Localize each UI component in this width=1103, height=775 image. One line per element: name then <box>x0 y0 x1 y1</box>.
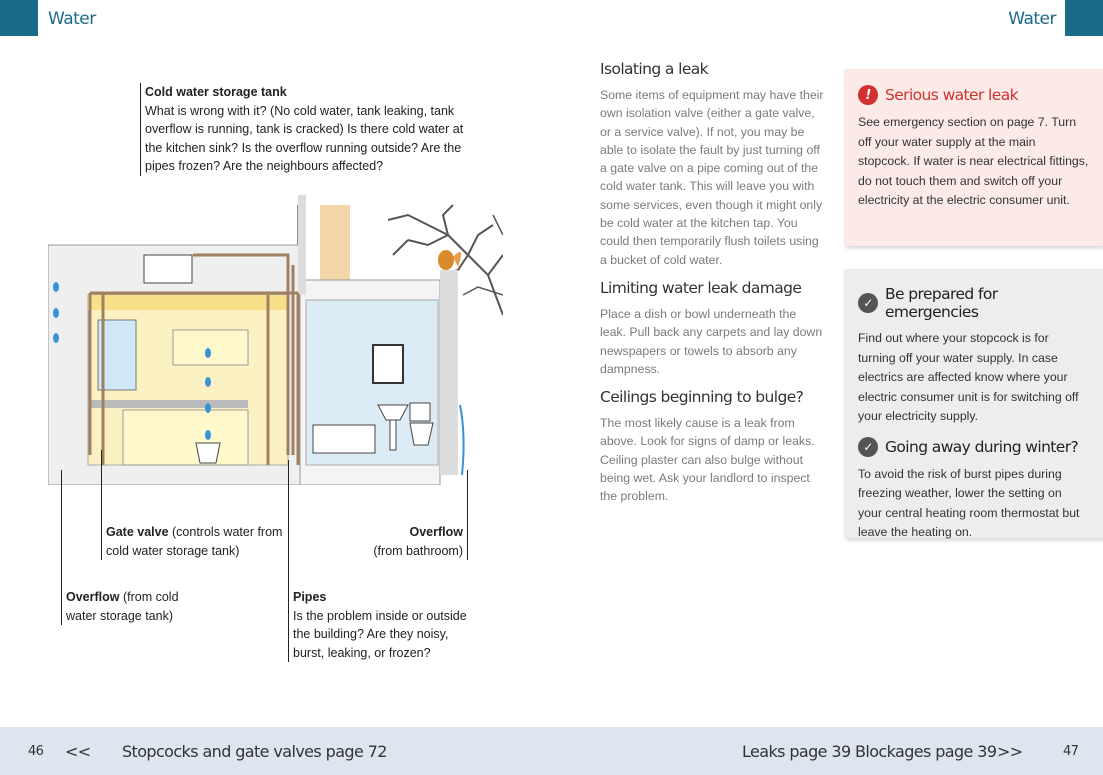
storage-tank-icon <box>144 255 192 283</box>
callout-line-overflow-tank <box>61 470 62 590</box>
page-number-right: 47 <box>1063 744 1079 759</box>
callout-gate-valve <box>101 523 286 560</box>
prepared-text: Find out where your stopcock is for turning off your water supply. In case electrics are affected know where your electric consumer unit is for switching off your electricity supply. <box>858 331 1079 423</box>
blockages-link[interactable]: Blockages page 39 <box>855 742 997 761</box>
callout-overflow-tank-text: (from cold water storage tank) <box>66 590 179 623</box>
exclamation-icon: ! <box>858 85 878 105</box>
prepared-title: Be prepared for emergencies <box>885 285 998 321</box>
house-cross-section-illustration <box>48 195 503 485</box>
page-number-left: 46 <box>28 744 44 759</box>
callout-storage-tank <box>140 83 475 176</box>
serious-leak-box <box>844 69 1103 246</box>
callout-line-pipes <box>288 460 289 590</box>
tips-box <box>844 269 1103 538</box>
callout-gate-valve-title: Gate valve <box>106 525 169 539</box>
callout-pipes <box>288 588 478 662</box>
callout-overflow-tank-title: Overflow <box>66 590 120 604</box>
bathroom-mirror <box>373 345 403 383</box>
serious-leak-text: See emergency section on page 7. Turn off your water supply at the main stopcock. If water is near electrical fittings, do not touch them and switch off your electricity at the electric consumer unit. <box>858 115 1089 207</box>
prev-page-link[interactable]: << <box>65 742 91 761</box>
section-title-right: Water <box>1008 9 1056 29</box>
ceilings-heading: Ceilings beginning to bulge? <box>600 388 804 407</box>
limiting-heading: Limiting water leak damage <box>600 278 802 297</box>
serious-leak-heading <box>858 85 1089 105</box>
limiting-text: Place a dish or bowl underneath the leak. Pull back any carpets and lay down newspapers or towels to absorb any dampness. <box>600 306 823 376</box>
callout-overflow-tank <box>61 588 206 625</box>
callout-storage-tank-title: Cold water storage tank <box>145 85 287 99</box>
next-page-link[interactable]: >> <box>997 742 1023 761</box>
away-title: Going away during winter? <box>885 437 1079 456</box>
header-tab-left <box>0 0 38 36</box>
callout-gate-valve-text: (controls water from cold water storage tank) <box>106 525 283 558</box>
footer-nav <box>0 727 1103 775</box>
bucket-icon <box>196 443 220 463</box>
checkmark-icon: ✓ <box>858 293 878 313</box>
callout-storage-tank-text: What is wrong with it? (No cold water, tank leaking, tank overflow is running, tank is cracked) Is there cold water at the kitchen sink? Is the overflow running outside? Are the pipes frozen? Are the neighbours affected? <box>145 103 464 173</box>
checkmark-icon: ✓ <box>858 437 878 457</box>
header-tab-right <box>1065 0 1103 36</box>
away-text: To avoid the risk of burst pipes during freezing weather, lower the setting on your central heating room thermostat but leave the heating on. <box>858 466 1080 539</box>
leaks-link[interactable]: Leaks page 39 <box>742 742 851 761</box>
callout-overflow-bathroom-text: (from bathroom) <box>373 543 463 558</box>
stopcocks-link[interactable]: Stopcocks and gate valves page 72 <box>122 742 387 761</box>
callout-pipes-text: Is the problem inside or outside the building? Are they noisy, burst, leaking, or frozen? <box>293 608 467 660</box>
callout-overflow-bathroom-title: Overflow <box>409 525 463 539</box>
bathtub-icon <box>313 425 375 453</box>
callout-pipes-title: Pipes <box>293 590 327 604</box>
serious-leak-title: Serious water leak <box>885 86 1018 104</box>
isolating-text: Some items of equipment may have their own isolation valve (either a gate valve, or a service valve). If not, you may be able to isolate the fault by just turning off a gate valve on a pipe coming out of the cold water tank. This will leave you with some services, even though it might only be cold water at the kitchen tap. You could then temporarily flush toilets using a bucket of cold water. <box>600 88 824 267</box>
squirrel-icon <box>438 250 461 270</box>
ceilings-text: The most likely cause is a leak from above. Look for signs of damp or leaks. Ceiling plaster can also bulge without being wet. Ask your landlord to inspect the problem. <box>600 416 815 504</box>
prepared-heading <box>858 285 1089 321</box>
middle-column <box>600 60 825 516</box>
isolating-heading: Isolating a leak <box>600 60 709 78</box>
callout-line-overflow-bathroom <box>467 470 468 525</box>
section-title-left: Water <box>48 9 96 29</box>
callout-line-gate-valve <box>101 450 102 525</box>
callout-overflow-bathroom <box>355 523 468 560</box>
toilet-icon <box>410 403 433 445</box>
away-heading <box>858 437 1089 457</box>
